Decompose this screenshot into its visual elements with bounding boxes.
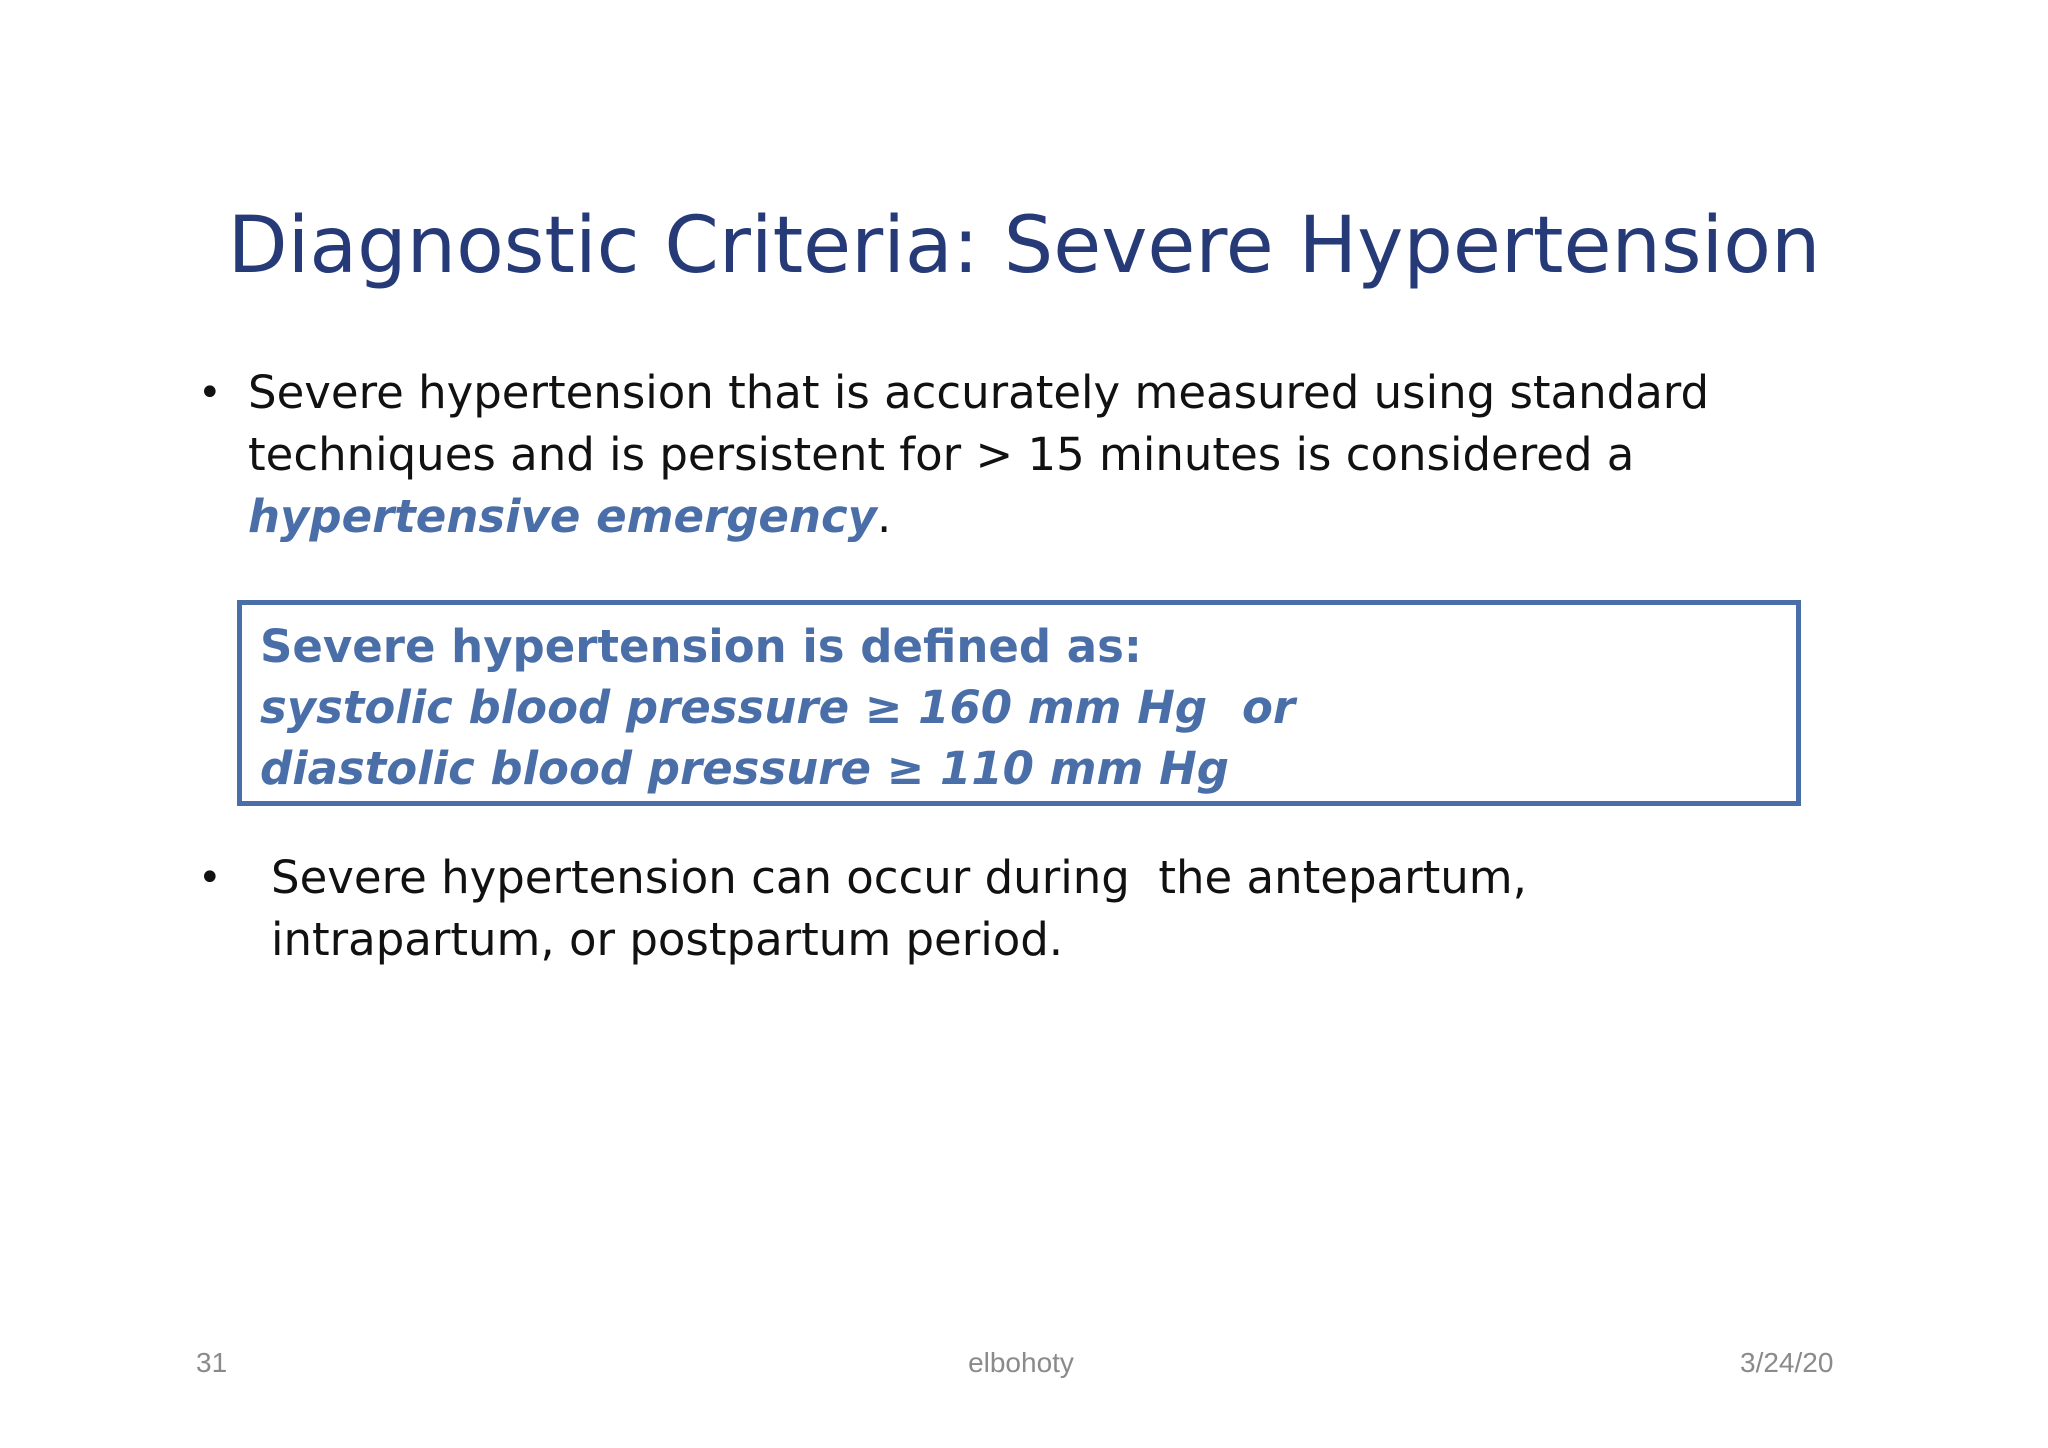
diastolic-criterion: diastolic blood pressure ≥ 110 mm Hg bbox=[260, 742, 1229, 795]
footer-date: 3/24/20 bbox=[1740, 1347, 1834, 1378]
bullet-text bbox=[271, 847, 1527, 971]
footer-author: elbohoty bbox=[968, 1347, 1074, 1378]
bullet-text bbox=[248, 362, 1709, 548]
bullet-line: Severe hypertension that is accurately measured using standard bbox=[248, 366, 1710, 419]
bullet-line-emphasis bbox=[248, 486, 1709, 548]
bullet-marker: • bbox=[198, 370, 222, 416]
bullet-line: intrapartum, or postpartum period. bbox=[271, 913, 1064, 966]
bullet-line: Severe hypertension can occur during the antepartum, bbox=[271, 851, 1527, 904]
bullet-item-hypertensive-emergency bbox=[198, 362, 1798, 552]
bullet-line: techniques and is persistent for > 15 minutes is considered a bbox=[248, 428, 1635, 481]
bullet-marker: • bbox=[198, 855, 222, 901]
slide-number: 31 bbox=[196, 1347, 228, 1378]
slide-title: Diagnostic Criteria: Severe Hypertension bbox=[227, 201, 1821, 291]
definition-box bbox=[237, 600, 1801, 806]
or-connector: or bbox=[1242, 681, 1296, 734]
trailing-period: . bbox=[877, 490, 892, 543]
systolic-criterion: systolic blood pressure ≥ 160 mm Hg bbox=[260, 681, 1208, 734]
bullet-item-timing bbox=[198, 847, 1798, 977]
definition-heading: Severe hypertension is defined as: bbox=[260, 620, 1142, 673]
emphasis-text: hypertensive emergency bbox=[248, 490, 877, 543]
